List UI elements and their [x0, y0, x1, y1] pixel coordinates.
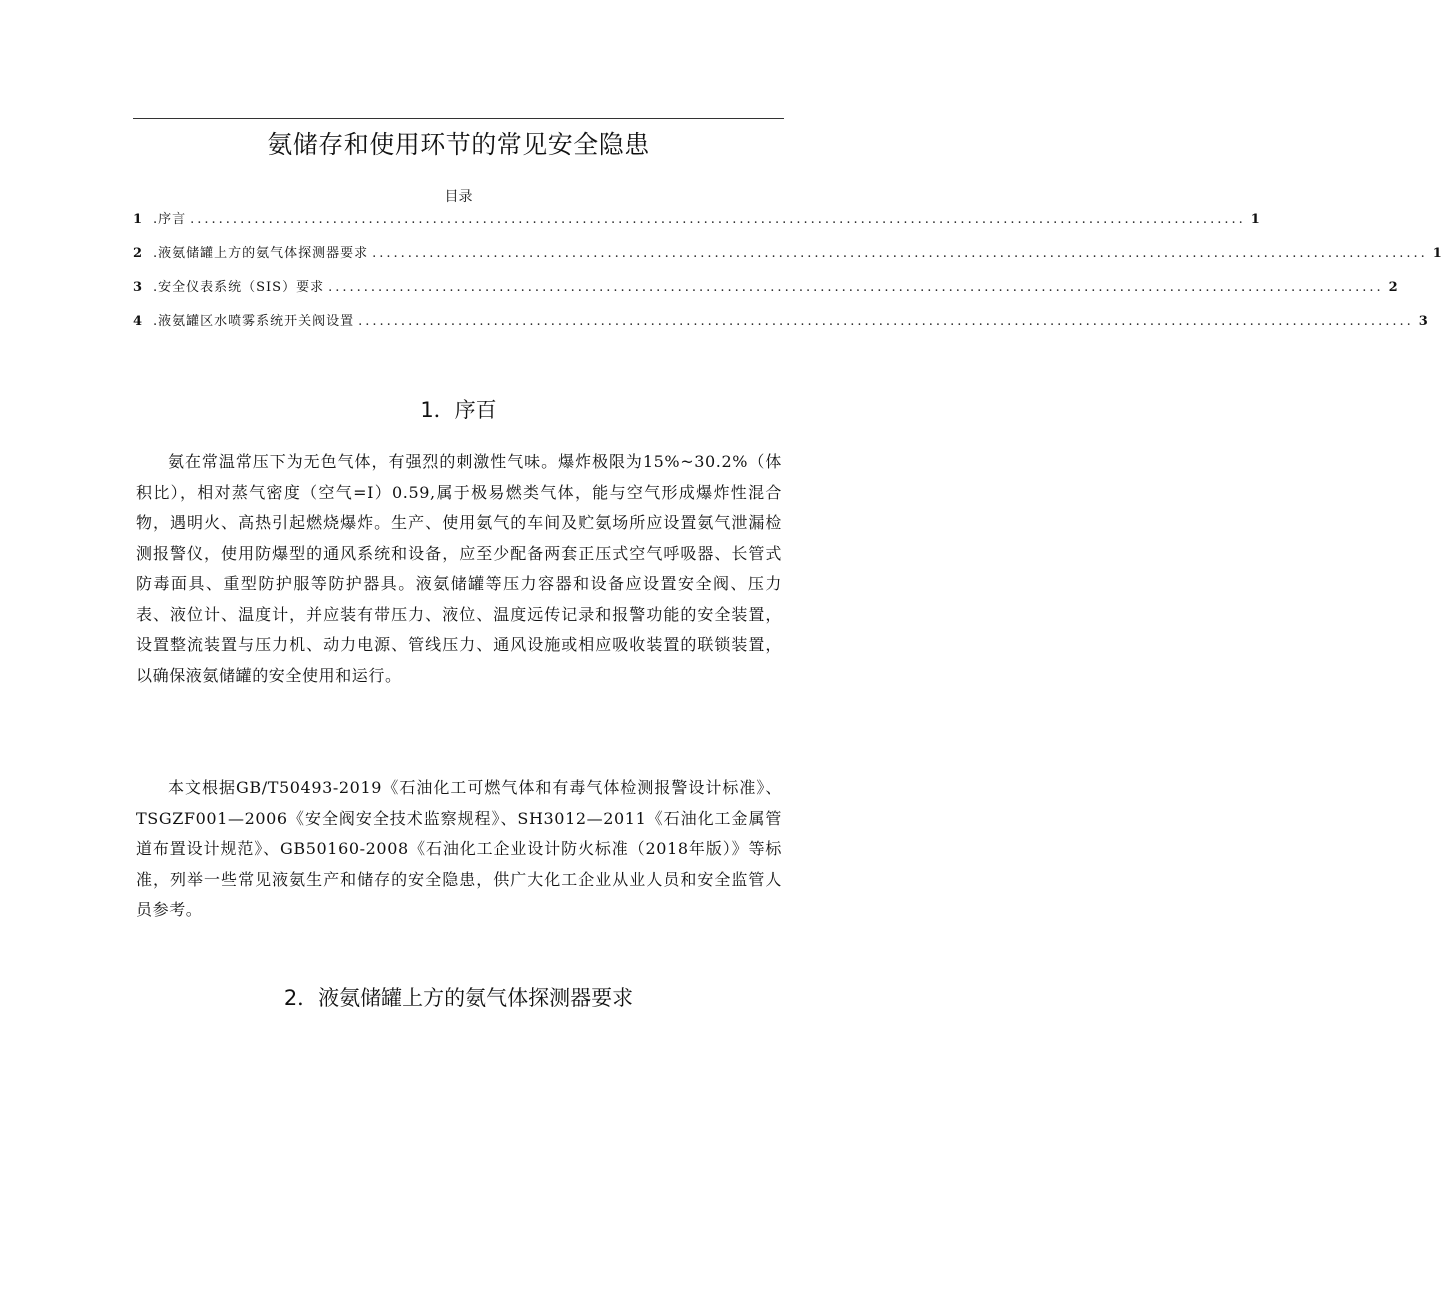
toc-item-number: 2: [133, 246, 143, 261]
toc-item[interactable]: [133, 312, 1428, 346]
toc-item-page: 1: [1250, 212, 1260, 227]
table-of-contents: [133, 210, 1442, 346]
toc-item-label: .液氨罐区水喷雾系统开关阀设置: [153, 314, 355, 329]
toc-item-number: 3: [133, 280, 143, 295]
toc-item-number: 1: [133, 212, 143, 227]
toc-item-label: .安全仪表系统（SIS）要求: [153, 280, 325, 295]
toc-item-page: 3: [1418, 314, 1428, 329]
section-heading-detector-requirements: 2．液氨储罐上方的氨气体探测器要求: [283, 986, 634, 1010]
toc-item-label: .液氨储罐上方的氨气体探测器要求: [153, 246, 369, 261]
toc-leader-dots: ....................................................................................................................................................: [358, 314, 1414, 329]
section-heading-preface: 1．序百: [420, 398, 497, 422]
toc-item-number: 4: [133, 314, 143, 329]
toc-heading: 目录: [444, 189, 473, 205]
header-rule: [133, 118, 784, 119]
body-paragraph: 本文根据GB/T50493-2019《石油化工可燃气体和有毒气体检测报警设计标准》、TSGZF001—2006《安全阀安全技术监察规程》、SH3012—2011《石油化工金属管道布置设计规范》、GB50160-2008《石油化工企业设计防火标准（2018年版）》等标准，列举一些常见液氨生产和储存的安全隐患，供广大化工企业从业人员和安全监管人员参考。: [136, 778, 782, 919]
toc-leader-dots: ....................................................................................................................................................: [328, 280, 1384, 295]
toc-item[interactable]: [133, 278, 1398, 312]
toc-leader-dots: ....................................................................................................................................................: [190, 212, 1246, 227]
toc-item-label: .序言: [153, 212, 187, 227]
document-title: 氨储存和使用环节的常见安全隐患: [267, 130, 650, 159]
toc-item-page: 2: [1388, 280, 1398, 295]
toc-leader-dots: ....................................................................................................................................................: [372, 246, 1428, 261]
toc-item-page: 1: [1432, 246, 1442, 261]
body-paragraph: 氨在常温常压下为无色气体，有强烈的刺激性气味。爆炸极限为15%~30.2%（体积比），相对蒸气密度（空气=I）0.59,属于极易燃类气体，能与空气形成爆炸性混合物，遇明火、高热引起燃烧爆炸。生产、使用氨气的车间及贮氨场所应设置氨气泄漏检测报警仪，使用防爆型的通风系统和设备，应至少配备两套正压式空气呼吸器、长管式防毒面具、重型防护服等防护器具。液氨储罐等压力容器和设备应设置安全阀、压力表、液位计、温度计，并应装有带压力、液位、温度远传记录和报警功能的安全装置，设置整流装置与压力机、动力电源、管线压力、通风设施或相应吸收装置的联锁装置，以确保液氨储罐的安全使用和运行。: [136, 452, 782, 685]
toc-item[interactable]: [133, 210, 1260, 244]
toc-item[interactable]: [133, 244, 1442, 278]
